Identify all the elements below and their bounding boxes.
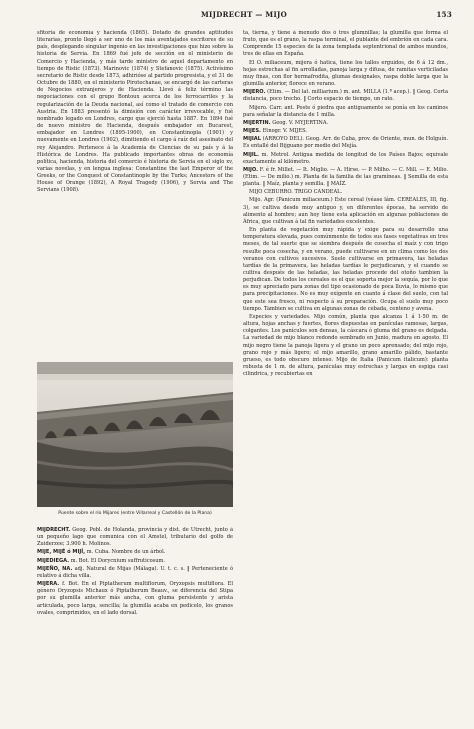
entry-text: Etnogr. V. MIJES. <box>260 128 307 135</box>
headword: MIJIL. <box>243 151 259 158</box>
entry-text: f. Bot. En el Piptatherum multiflorum, Oryzopsis multiflora. El género Oryzopsis Michaux ó Piptatherum Beauv., se diferencia del Stipa por su glumilla anterior más ancha, con gluma persistente y arista articulada, poco larga, sencilla; la glumilla acaba en pedicelo, los granos ovales, comprimidos, en el lado dorsal. <box>37 581 233 616</box>
paragraph: Mijero. Carr. ant. Poste ó piedra que antiguamente se ponía en los caminos para señalar la distancia de 1 milla. <box>243 104 448 118</box>
entry-text: (Etim. — Del lat. milliarium.) m. ant. MILLA (1.ª acep.). ‖ Geog. Corta distancia, poco trecho. ‖ Corto espacio de tiempo, un rato. <box>243 89 448 103</box>
left-column-bottom <box>37 527 233 722</box>
headword: MIJERO. <box>243 89 266 96</box>
figure <box>37 362 233 522</box>
dictionary-entry <box>37 527 233 548</box>
dictionary-entry <box>243 152 448 166</box>
left-column-top <box>37 30 233 362</box>
paragraph: ta, tierna, y tiene á menudo dos ó tres glumnillas; la glumilla que forma el fruto, que es el grano, la raspa terminal, el publante del embrión en cada cara. Comprende 15 especies de la zona templada septentrional de ambos mundos, tres de ellas en España. <box>243 30 448 58</box>
headword: MIJEÑO, NA. <box>37 565 73 572</box>
dictionary-entry <box>243 167 448 188</box>
headword: MIJE, MIJÉ ó MIJÍ, <box>37 549 86 556</box>
paragraph: Especies y variedades. Mijo común, planta que alcanza 1 á 1·50 m. de altura, hojas anchas y fuertes, flores dispuestas en panículas ramosas, largas, colgantes. Los panículos son densas, la cáscara ó gluma del grano es delgada. La variedad de mijo blanco redondo sembrado en Junio, madura en agosto. El mijo negro tiene la panoja ligera y el grano un poco aprensado; del mijo rojo, grano rojo y más ligero; el mijo amarillo, grano amarillo pálido, bastante grueso, es todo obscuro intenso. Mijo de Italia (Panicum italicum): planta robusta de 1 m. de altura, panículas muy estrechas y largas en espiga casi cilindrica, y recubiertas en <box>243 313 448 378</box>
paragraph: sfitoria de economía y hacienda (1865). Dotado de grandes aptitudes literarias, pronto llegó a ser uno de los más aventajados escritores de su país, desplegando singular ingenio en las investigaciones que hizo sobre la historia de Servia. En 1869 fué jefe de sección en el ministerio de Comercio y Hacienda, y más tarde ministro de aquel departamento en tiempo de Ristic (1873). Marinovic (1874) y Stefanovic (1875). Activísimo secretario de Ristic desde 1873, adhirióse al partido progresista, y el 31 de Octubre de 1880, en el ministerio Pirotechanae, se encargó de las carteras de Negocios extranjeros y de Hacienda. Llevó á feliz término las negociaciones con el grupo Bontoux acerca de los ferrocarriles y la regularización de la Deuda nacional, así como el tratado de comercio con Austria. En 1883 presentó la dimisión con carácter irrevocable, y fué nombrado legado en Londres, cargo que ejerció hasta 1887. En 1894 fué de nuevo ministro de Hacienda, después embajador en Bucarest, embajador en Londres (1895-1900), en Constantinopla (1901) y nuevamente en Londres (1902), dimitiendo el cargo á raíz del asesinato del rey Alejandro. Pertenece á la Academia de Ciencias de su país y á la Histórica de Londres. Ha publicado importantes obras de economía política, hacienda, historia del comercio é historia de Servia en el siglo xv, varias novelas, y en lengua inglesa: Constantine the last Emperor of the Greeks, or the Conquest of Constantinople by the Turks; Ancestors of the House of Orange (1892), A Royal Tragedy (1906), y Servia and The Servians (1908). <box>37 30 233 194</box>
entry-text: Geog. Pobl. de Holanda, provincia y dist. de Utrecht, junto á un pequeño lago que comunica con el Amstel, tributario del golfo de Zuiderzee; 3.900 h. Molinos. <box>37 527 233 548</box>
figure-caption: Puente sobre el río Mijares (entre Villarreal y Castellón de la Plana) <box>58 511 212 516</box>
entry-text: Geog. V. MYJERTINA. <box>270 119 329 126</box>
headword: MIJEDIEGA. <box>37 557 70 564</box>
entry-text: m. Cuba. Nombre de un árbol. <box>85 549 166 556</box>
paragraph: El O. miliaceum, mijera ó hatica, tiene los tallos erguidos, de 6 á 12 dm., hojas estrechas al fin arrolladas, panoja larga y difusa, de ramitas verticiladas muy finas, con flor hermafrodita, glumas designales, raspa doble larga que la glumilla anterior, florece en verano. <box>243 59 448 88</box>
dictionary-entry <box>37 566 233 580</box>
dictionary-entry <box>37 549 233 556</box>
dictionary-entry <box>37 558 233 565</box>
dictionary-entry <box>243 120 448 127</box>
dictionary-entry <box>37 581 233 617</box>
entry-text: (ARROYO DEL). Geog. Arr. de Cuba, prov. de Oriente, mun. de Holguín. Es entallé del Bijguano por medio del Mejía. <box>243 136 448 150</box>
entry-text: adj. Natural de Mijas (Málaga). U. t. c. s. ‖ Perteneciente ó relativo á dicha villa. <box>37 565 233 579</box>
headword: MIJERTIN. <box>243 119 271 126</box>
headword: MIJDRECHT. <box>37 527 71 533</box>
running-title: MIJDRECHT — MIJO <box>200 10 288 19</box>
paragraph: MIJO CEBURRO. TRIGO CANDEAL. <box>249 189 343 196</box>
dictionary-entry <box>243 136 448 150</box>
paragraph: Mijo. Agr. (Panicum miliaceum.) Este cereal (véase lám. CEREALES, III, fig. 3), se cultiva desde muy antiguo y, en diferentes épocas, ha servido de alimento al hombre; aun hoy tiene esta aplicación en algunas poblaciones de África, que cultivan á tal fin variedades excelentes. <box>243 197 448 225</box>
bridge-photo <box>37 362 233 507</box>
headword: MIJO. <box>243 166 259 173</box>
headword: MIJES. <box>243 128 261 135</box>
right-column <box>243 30 448 722</box>
entry-text: F. é fr. Millet. — It. Miglio. — A. Hirse. — P. Milho. — C. Mill. — E. Milio. (Etim. — De milio.) m. Planta de la familia de las gramíneas. ‖ Semilla de esta planta. ‖ Maíz, planta y semilla. ‖ MAÍZ. <box>243 166 448 188</box>
entry-text: m. Bot. El Dorycnium suffruticosum. <box>69 557 165 564</box>
headword: MIJERA. <box>37 581 60 588</box>
running-header <box>36 10 452 24</box>
entry-text: m. Metrol. Antigua medida de longitud de los Países Bajos; equivale exactamente al kilómetro. <box>243 151 448 165</box>
headword: MIJIAL <box>243 136 261 143</box>
dictionary-entry <box>243 89 448 103</box>
page-number: 153 <box>436 10 452 19</box>
paragraph: En planta de vegetación muy rápida y exige para su desarrollo una temperatura elevada, pues comúnmente de todos sus fases vegetativas en tres meses, de tal suerte que se siembra después de cosecha el maíz y con trigo resulte poca cosecha, y en verano, puede cultivarse en un clima como los dos veranos con cultivos sucesivos. Suele cultivarse en primavera, las heladas tardías de la primavera, las heladas tardías le perjudicaran, y el cuando se cultiva después de las heladas, las heladas procede del otoño tambien la perjudican. De todos los cereales es el que soporta mejor la sequía, por lo que es muy apreciado para zonas del tipo ocasionado de poca lluvia, lo mismo que para precipitaciones. No es muy exigente en cuanto á clase del suelo, con tal que este sea fresco, ni respecto á su preparación. Ocupa el suelo muy poco tiempo. Tambien se cultiva en algunas zonas de cebada, centeno y avena. <box>243 227 448 312</box>
dictionary-entry <box>243 128 448 135</box>
